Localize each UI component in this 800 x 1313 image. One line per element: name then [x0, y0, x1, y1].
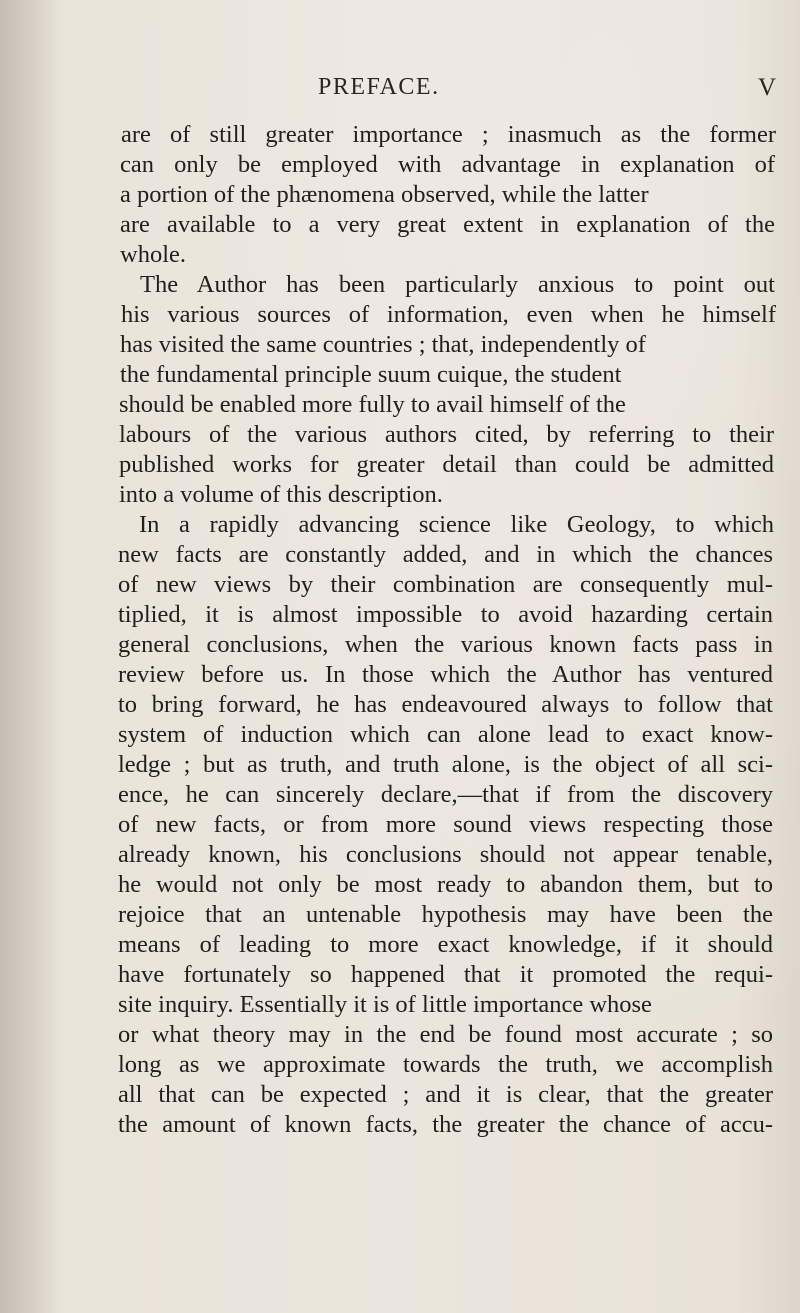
text-line: he would not only be most ready to abandon them, but to: [118, 871, 773, 898]
text-line: or what theory may in the end be found most accurate ; so: [118, 1021, 773, 1048]
text-line: into a volume of this description.: [119, 481, 443, 508]
text-line: review before us. In those which the Author has ventured: [118, 661, 773, 688]
text-line: whole.: [120, 241, 186, 268]
text-line: new facts are constantly added, and in which the chances: [118, 541, 773, 568]
text-line: site inquiry. Essentially it is of little importance whose: [118, 991, 652, 1018]
text-line: tiplied, it is almost impossible to avoid hazarding certain: [118, 601, 773, 628]
page-edge-shadow: [0, 0, 60, 1313]
text-line: ence, he can sincerely declare,—that if from the discovery: [118, 781, 773, 808]
text-line: labours of the various authors cited, by referring to their: [119, 421, 774, 448]
text-line: should be enabled more fully to avail himself of the: [119, 391, 626, 418]
text-line: his various sources of information, even when he himself: [121, 301, 776, 328]
text-line: to bring forward, he has endeavoured always to follow that: [118, 691, 773, 718]
text-line: of new facts, or from more sound views respecting those: [118, 811, 773, 838]
text-line: have fortunately so happened that it promoted the requi-: [118, 961, 773, 988]
text-line: long as we approximate towards the truth, we accomplish: [118, 1051, 773, 1078]
text-line: general conclusions, when the various known facts pass in: [118, 631, 773, 658]
text-line: of new views by their combination are consequently mul-: [118, 571, 773, 598]
page-number: V: [758, 74, 777, 101]
text-line: can only be employed with advantage in explanation of: [120, 151, 775, 178]
running-head: PREFACE.: [318, 74, 440, 100]
text-line: system of induction which can alone lead to exact know-: [118, 721, 773, 748]
text-line: a portion of the phænomena observed, while the latter: [120, 181, 649, 208]
text-line: means of leading to more exact knowledge, if it should: [118, 931, 773, 958]
text-line: are available to a very great extent in explanation of the: [120, 211, 775, 238]
text-line: ledge ; but as truth, and truth alone, is the object of all sci-: [118, 751, 773, 778]
text-line: published works for greater detail than could be admitted: [119, 451, 774, 478]
text-line: rejoice that an untenable hypothesis may have been the: [118, 901, 773, 928]
text-line: already known, his conclusions should not appear tenable,: [118, 841, 773, 868]
text-line: all that can be expected ; and it is clear, that the greater: [118, 1081, 773, 1108]
text-line: In a rapidly advancing science like Geology, to which: [139, 511, 774, 538]
text-line: the amount of known facts, the greater the chance of accu-: [118, 1111, 773, 1138]
text-line: the fundamental principle suum cuique, the student: [120, 361, 622, 388]
page-header: [0, 70, 800, 110]
text-line: The Author has been particularly anxious to point out: [140, 271, 775, 298]
text-line: has visited the same countries ; that, independently of: [120, 331, 646, 358]
text-line: are of still greater importance ; inasmuch as the former: [121, 121, 776, 148]
